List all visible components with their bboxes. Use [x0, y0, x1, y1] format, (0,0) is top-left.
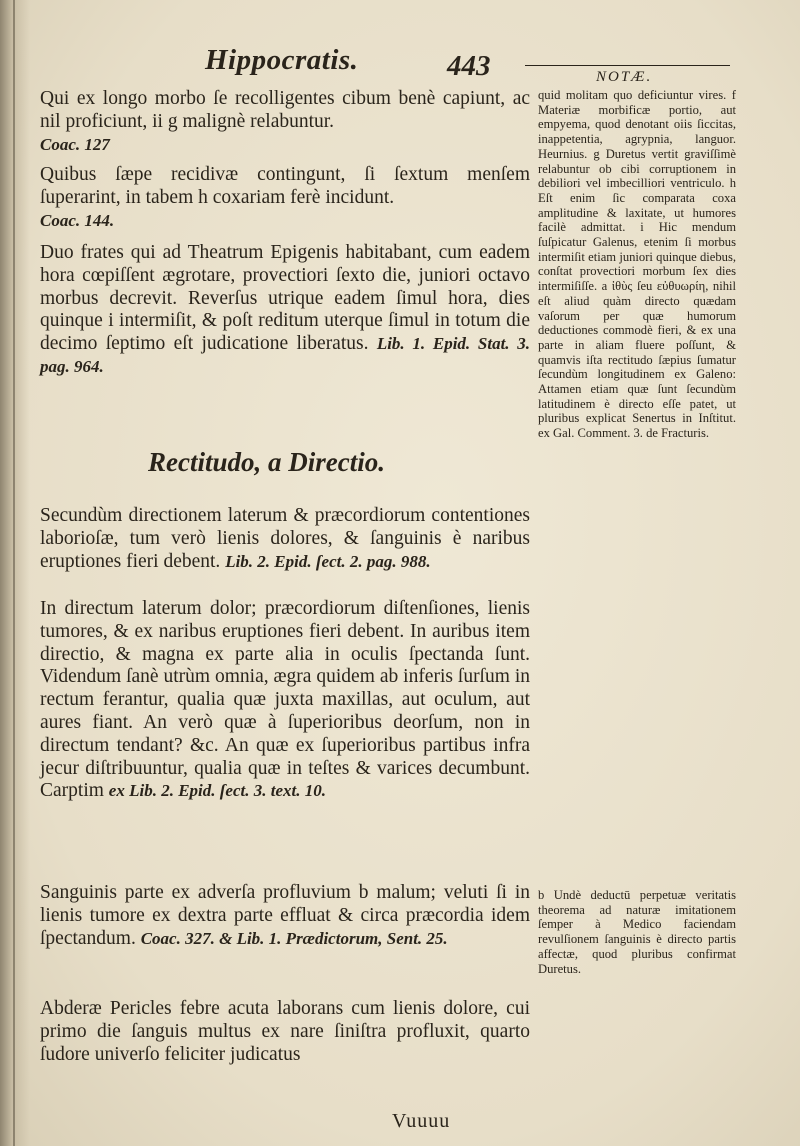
paragraph-2: [40, 164, 530, 232]
paragraph-7: [40, 998, 530, 1066]
binding-gutter: [0, 0, 30, 1146]
reference-coac-327: Coac. 327. & Lib. 1. Prædictorum, Sent. 25.: [140, 928, 448, 948]
paragraph-4-text: Secundùm directionem laterum & præcordiorum contentiones laborioſæ, tum verò lienis dolores, & ſanguinis è naribus eruptiones fieri debent.: [40, 505, 530, 572]
paragraph-2-text: Quibus ſæpe recidivæ contingunt, ſi ſextum menſem ſuperarint, in tabem h coxariam ferè incidunt.: [40, 164, 530, 208]
page-number: 443: [447, 50, 491, 82]
reference-epid-stat-3: Lib. 1. Epid. Stat. 3. pag. 964.: [40, 334, 531, 376]
section-title: Rectitudo, a Directio.: [148, 447, 385, 477]
notes-rule: [525, 65, 730, 66]
paragraph-6: [40, 882, 530, 950]
reference-epid-sect-2: Lib. 2. Epid. ſect. 2. pag. 988.: [225, 551, 431, 571]
catchword-signature: Vuuuu: [392, 1110, 451, 1132]
paragraph-1-text: Qui ex longo morbo ſe recolligentes cibum benè capiunt, ac nil proficiunt, ii g malignè relabuntur.: [40, 88, 530, 132]
paragraph-7-text: Abderæ Pericles febre acuta laborans cum lienis dolore, cui primo die ſanguis multus ex nare ſiniſtra profluxit, quarto ſudore univerſo feliciter judicatus: [40, 998, 530, 1065]
reference-coac-144: Coac. 144.: [40, 210, 115, 230]
paragraph-5-text: In directum laterum dolor; præcordiorum diſtenſiones, lienis tumores, & ex naribus eruptiones fieri debent. In auribus item directio, & magna ex parte alia in oculis ſpectanda ſunt. Videndum ſanè utrùm omnia, ægra quidem ab inferis ſurſum in rectum ferantur, qualia quæ juxta maxillas, aut oculum, aut aures fiant. An verò quæ à ſuperioribus deorſum, non in directum tendant? &c. An quæ ex ſuperioribus partibus infra jecur diſtribuuntur, qualia quæ in teſtes & varices decumbunt. Carptim: [40, 598, 530, 802]
notes-upper: quid molitam quo deficiuntur vires. f Materiæ morbificæ portio, aut empyema, quod denotant oiis ſiccitas, inappetentia, agrypnia, languor. Heurnius. g Duretus vertit graviſſimè relabuntur ob cibi corruptionem in debiliori vel imbecilliori ventriculo. h Eſt enim ſic comparata coxa amplitudine & laxitate, ut humores facilè admittat. i Hic mendum ſuſpicatur Galenus, etenim ſi morbus intermiſit etiam juniori quinque diebus, conſtat provectiori morbum ſex dies intermiſiſſe. a ἰθὺς ſeu εὐθυωρίη, nihil eſt aliud quàm directo quædam vaſorum per quæ humorum deductiones commodè fieri, & ex una parte in aliam fluere poſſunt, & quamvis iſta rectitudo ſæpius ſumatur ſecundùm longitudinem ex Galeno: Attamen etiam quæ ſunt ſecundùm latitudinem è directo eſſe patet, ut pluribus explicat Senertus in Inſtitut. ex Gal. Comment. 3. de Fracturis.: [538, 88, 736, 441]
paragraph-3: [40, 242, 530, 379]
paragraph-6-text: Sanguinis parte ex adverſa profluvium b malum; veluti ſi in lienis tumore ex dextra parte effluat & circa præcordia idem ſpectandum.: [40, 882, 530, 949]
notes-heading: NOTÆ.: [596, 69, 653, 85]
paragraph-1: [40, 88, 530, 156]
reference-coac-127: Coac. 127: [40, 134, 110, 154]
paragraph-3-text: Duo frates qui ad Theatrum Epigenis habitabant, cum eadem hora cœpiſſent ægrotare, provectiori ſexto die, juniori octavo morbus decrevit. Reverſus utrique eadem ſimul hora, dies quinque i intermiſit, & poſt reditum uterque ſimul in totum die decimo ſeptimo eſt judicatione liberatus.: [40, 242, 530, 355]
binding-edge-line: [13, 0, 15, 1146]
paragraph-4: [40, 505, 530, 573]
notes-lower: b Undè deductū perpetuæ veritatis theorema ad naturæ imitationem ſemper à Medico faciendam revulſionem ſanguinis è directo partis affectæ, quod pluribus confirmat Duretus.: [538, 888, 736, 976]
paragraph-5: [40, 598, 530, 803]
running-head: Hippocratis.: [205, 44, 359, 76]
reference-epid-sect-3: ex Lib. 2. Epid. ſect. 3. text. 10.: [108, 781, 326, 801]
